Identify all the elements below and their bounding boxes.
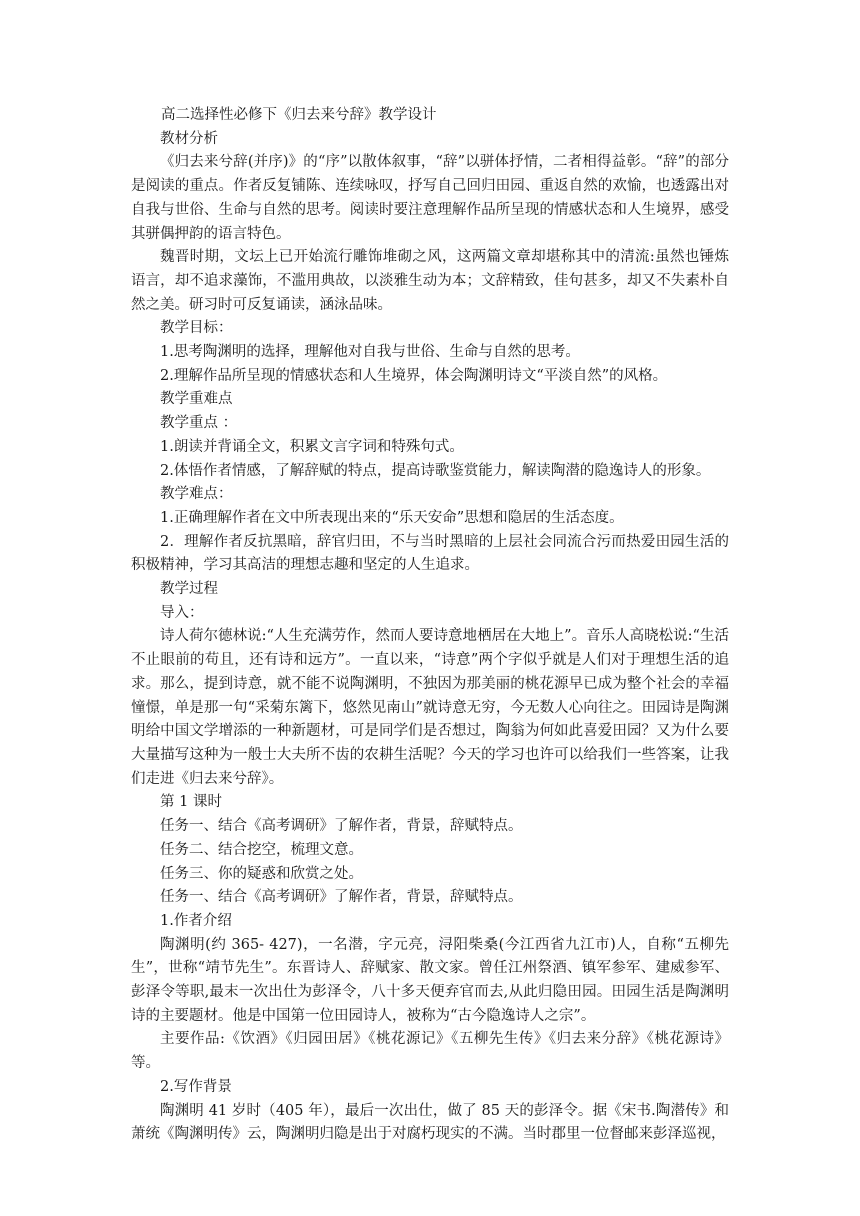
section-heading: 教学目标： xyxy=(160,320,233,337)
section-heading: 教材分析 xyxy=(160,130,218,147)
paragraph: 2．理解作者反抗黑暗，辞官归田，不与当时黑暗的上层社会同流合污而热爱田园生活的积极精神，学习其高洁的理想志趣和坚定的人生追求。 xyxy=(131,533,729,574)
section-heading: 导入： xyxy=(160,604,204,621)
paragraph: 1.正确理解作者在文中所表现出来的“乐天安命”思想和隐居的生活态度。 xyxy=(160,509,624,526)
section-heading: 教学难点： xyxy=(160,486,233,503)
paragraph: 陶渊明 41 岁时（405 年），最后一次出仕，做了 85 天的彭泽令。据《宋书.陶潜传》和萧统《陶渊明传》云，陶渊明归隐是出于对腐朽现实的不满。当时郡里一位督邮来彭泽巡视， xyxy=(131,1102,729,1143)
section-heading: 1.作者介绍 xyxy=(160,912,232,929)
section-heading: 教学重难点 xyxy=(160,391,233,408)
paragraph: 陶渊明(约 365- 427)，一名潜，字元亮，浔阳柴桑(今江西省九江市)人，自称“五柳先生”，世称“靖节先生”。东晋诗人、辞赋家、散文家。曾任江州祭酒、镇军参军、建威参军、彭泽令等职,最末一次出仕为彭泽令，八十多天便弃官而去,从此归隐田园。田园生活是陶渊明诗的主要题材。他是中国第一位田园诗人，被称为“古今隐逸诗人之宗”。 xyxy=(131,936,729,1024)
section-heading: 第 1 课时 xyxy=(160,794,222,811)
section-heading: 2.写作背景 xyxy=(160,1078,232,1095)
paragraph: 《归去来兮辞(并序)》的“序”以散体叙事，“辞”以骈体抒情，二者相得益彰。“辞”的部分是阅读的重点。作者反复铺陈、连续咏叹，抒写自己回归田园、重返自然的欢愉，也透露出对自我与世俗、生命与自然的思考。阅读时要注意理解作品所呈现的情感状态和人生境界，感受其骈偶押韵的语言特色。 xyxy=(131,154,729,242)
paragraph: 魏晋时期，文坛上已开始流行雕饰堆砌之风，这两篇文章却堪称其中的清流:虽然也锤炼语言，却不追求藻饰，不滥用典故，以淡雅生动为本；文辞精致，佳句甚多，却又不失素朴自然之美。研习时可反复诵读，涵泳品味。 xyxy=(131,249,729,313)
paragraph: 1.朗读并背诵全文，积累文言字词和特殊句式。 xyxy=(160,438,464,455)
document-body xyxy=(131,128,729,1147)
paragraph: 1.思考陶渊明的选择，理解他对自我与世俗、生命与自然的思考。 xyxy=(160,344,580,361)
paragraph: 任务三、你的疑惑和欣赏之处。 xyxy=(160,865,363,882)
paragraph: 任务一、结合《高考调研》了解作者，背景，辞赋特点。 xyxy=(160,818,523,835)
document-title: 高二选择性必修下《归去来兮辞》教学设计 xyxy=(161,107,437,123)
paragraph: 诗人荷尔德林说:“人生充满劳作，然而人要诗意地栖居在大地上”。音乐人高晓松说:“生活不止眼前的苟且，还有诗和远方”。一直以来，“诗意”两个字似乎就是人们对于理想生活的追求。那么，提到诗意，就不能不说陶渊明，不独因为那美丽的桃花源早已成为整个社会的幸福憧憬，单是那一句“采菊东篱下，悠然见南山”就诗意无穷，今无数人心向往之。田园诗是陶渊明给中国文学增添的一种新题材，可是同学们是否想过，陶翁为何如此喜爱田园？又为什么要大量描写这种为一般士大夫所不齿的农耕生活呢？今天的学习也许可以给我们一些答案，让我们走进《归去来兮辞》。 xyxy=(131,628,729,787)
paragraph: 2.体悟作者情感，了解辞赋的特点，提高诗歌鉴赏能力，解读陶潜的隐逸诗人的形象。 xyxy=(160,462,711,479)
paragraph: 任务二、结合挖空，梳理文意。 xyxy=(160,841,363,858)
paragraph: 任务一、结合《高考调研》了解作者，背景，辞赋特点。 xyxy=(160,889,523,906)
section-heading: 教学过程 xyxy=(160,581,218,598)
paragraph: 主要作品:《饮酒》《归园田居》《桃花源记》《五柳先生传》《归去来分辞》《桃花源诗》等。 xyxy=(131,1031,729,1072)
document-page xyxy=(131,104,729,1147)
paragraph: 2.理解作品所呈现的情感状态和人生境界，体会陶渊明诗文“平淡自然”的风格。 xyxy=(160,367,668,384)
section-heading: 教学重点 ： xyxy=(160,415,238,432)
